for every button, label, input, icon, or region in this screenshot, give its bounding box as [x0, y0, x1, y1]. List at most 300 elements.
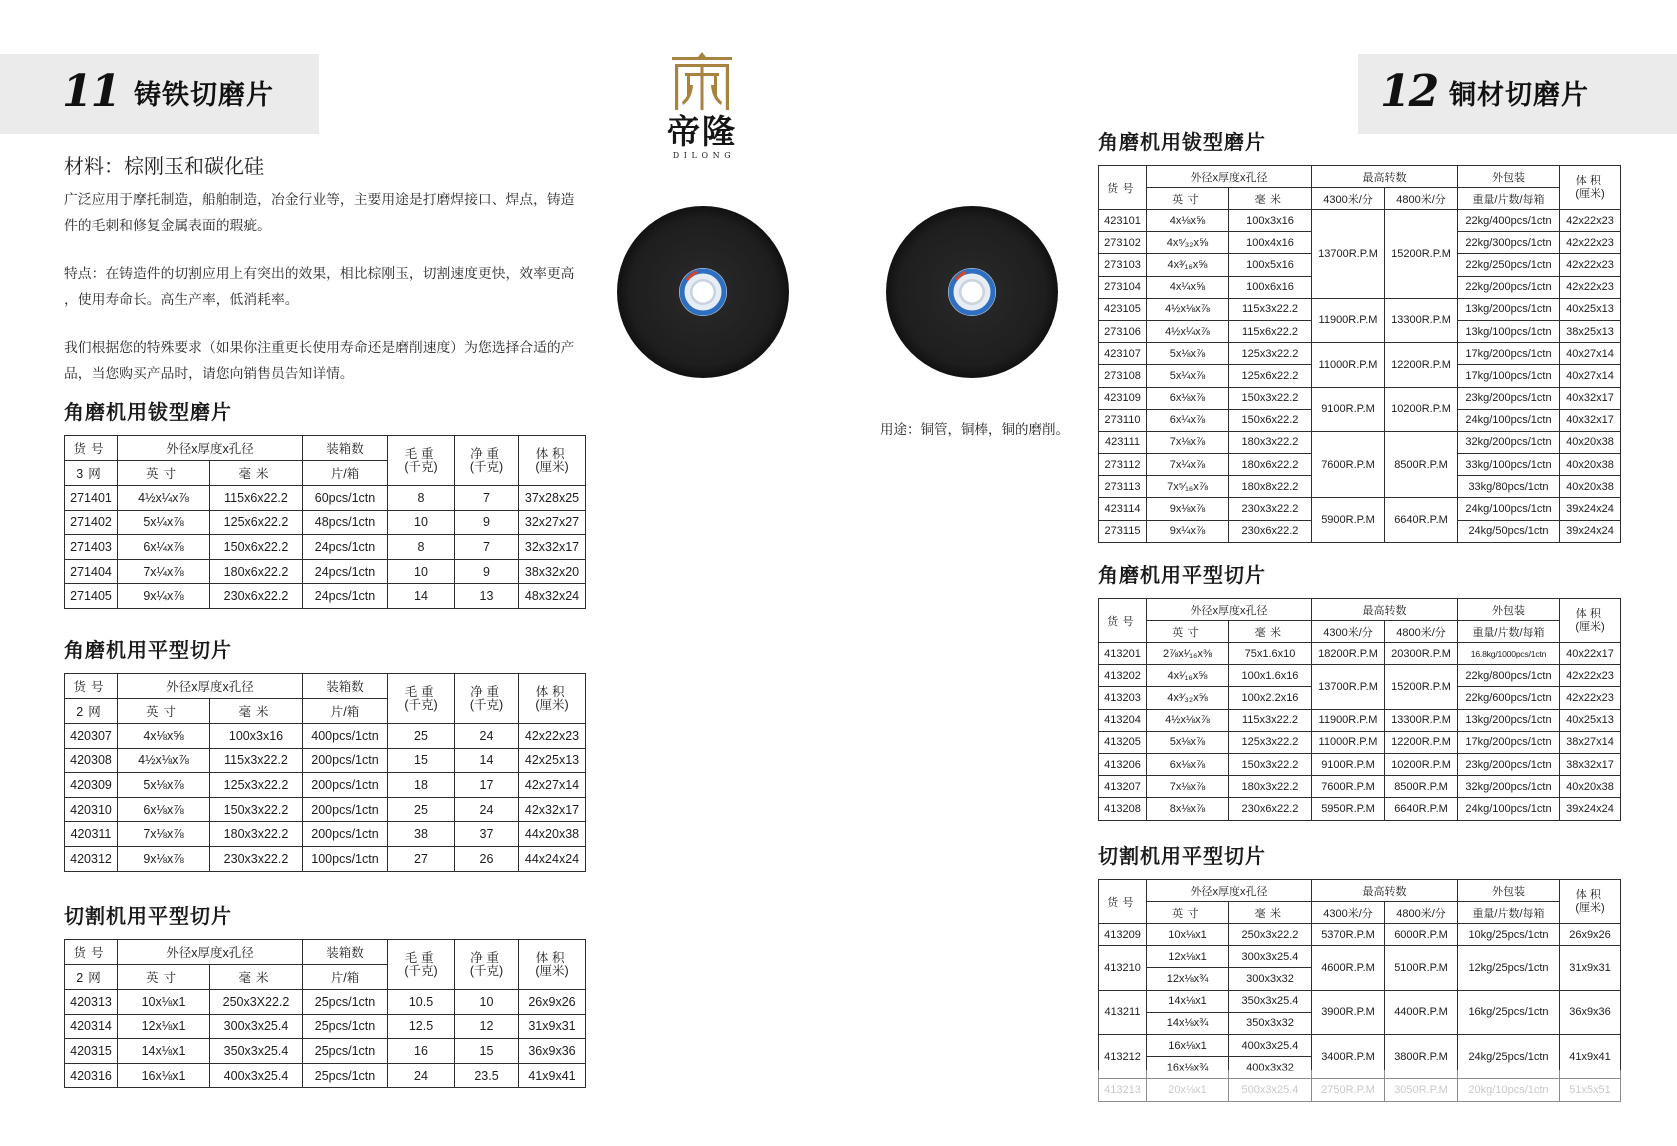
header-pack-qty: 装箱数 [303, 674, 388, 699]
inch-size-cell: 16x⅛x1 [118, 1063, 210, 1088]
volume-cell: 42x22x23 [1560, 687, 1621, 709]
speed-4300-cell: 3900R.P.M [1312, 990, 1385, 1034]
product-code-cell: 413211 [1099, 990, 1147, 1034]
watermark-overlay [1090, 1070, 1630, 1108]
table-row [1099, 210, 1621, 232]
header-net-weight-line: 净重 [470, 446, 503, 461]
header-size: 外径x厚度x孔径 [118, 436, 303, 461]
mm-size-cell: 250x3X22.2 [210, 990, 303, 1015]
volume-cell: 41x9x41 [1560, 1034, 1621, 1078]
volume-cell: 42x22x23 [1560, 254, 1621, 276]
mm-size-cell: 125x6x22.2 [210, 510, 303, 535]
volume-cell: 36x9x36 [1560, 990, 1621, 1034]
header-pack-detail: 重量/片数/每箱 [1458, 188, 1560, 210]
volume-cell: 40x25x13 [1560, 298, 1621, 320]
table-row [1099, 431, 1621, 453]
packing-cell: 13kg/100pcs/1ctn [1458, 320, 1560, 342]
product-code-cell: 413201 [1099, 643, 1147, 665]
table-section [1098, 846, 1621, 1102]
table-host [64, 435, 586, 609]
header-row [1099, 902, 1621, 924]
packing-cell: 22kg/200pcs/1ctn [1458, 276, 1560, 298]
table-row [65, 773, 586, 798]
pack-qty-cell: 48pcs/1ctn [303, 510, 388, 535]
mm-size-cell: 150x3x22.2 [210, 797, 303, 822]
header-row [65, 674, 586, 699]
mm-size-cell: 230x3x22.2 [1229, 498, 1312, 520]
product-code-cell: 273110 [1099, 409, 1147, 431]
speed-4800-cell: 13300R.P.M [1385, 298, 1458, 342]
speed-4300-cell: 4600R.P.M [1312, 946, 1385, 990]
mm-size-cell: 125x6x22.2 [1229, 365, 1312, 387]
header-row [65, 436, 586, 461]
table-row [1099, 1034, 1621, 1056]
mm-size-cell: 300x3x32 [1229, 968, 1312, 990]
packing-cell: 24kg/100pcs/1ctn [1458, 498, 1560, 520]
spec-table [64, 939, 586, 1088]
volume-cell: 39x24x24 [1560, 498, 1621, 520]
table-row [1099, 387, 1621, 409]
header-mm: 毫米 [1229, 188, 1312, 210]
header-net-weight-line: (千克) [469, 459, 504, 474]
volume-cell: 38x25x13 [1560, 320, 1621, 342]
product-code-cell: 413208 [1099, 798, 1147, 820]
mm-size-cell: 115x3x22.2 [1229, 298, 1312, 320]
pack-qty-cell: 25pcs/1ctn [303, 1063, 388, 1088]
header-size: 外径x厚度x孔径 [118, 674, 303, 699]
inch-size-cell: 4½x⅛x⅞ [1147, 298, 1229, 320]
product-code-cell: 273106 [1099, 320, 1147, 342]
volume-cell: 40x27x14 [1560, 343, 1621, 365]
volume-cell: 51x5x51 [1560, 1079, 1621, 1101]
header-volume [1560, 599, 1621, 643]
header-size: 外径x厚度x孔径 [1147, 166, 1312, 188]
product-code-cell: 413202 [1099, 665, 1147, 687]
pack-qty-cell: 100pcs/1ctn [303, 846, 388, 871]
header-row [1099, 621, 1621, 643]
spec-table [1098, 598, 1621, 821]
packing-cell: 22kg/250pcs/1ctn [1458, 254, 1560, 276]
packing-cell: 22kg/800pcs/1ctn [1458, 665, 1560, 687]
speed-4300-cell: 7600R.P.M [1312, 776, 1385, 798]
product-code-cell: 420316 [65, 1063, 118, 1088]
inch-size-cell: 12x⅛x1 [1147, 946, 1229, 968]
packing-cell: 17kg/100pcs/1ctn [1458, 365, 1560, 387]
speed-4800-cell: 10200R.P.M [1385, 753, 1458, 775]
header-volume-line: (厘米) [1575, 620, 1605, 633]
speed-4300-cell: 5900R.P.M [1312, 498, 1385, 542]
net-weight-cell: 26 [455, 846, 519, 871]
inch-size-cell: 6x¼x⅞ [1147, 409, 1229, 431]
volume-cell: 38x27x14 [1560, 731, 1621, 753]
header-speed-4300: 4300米/分 [1312, 188, 1385, 210]
speed-4800-cell: 12200R.P.M [1385, 343, 1458, 387]
net-weight-cell: 14 [455, 748, 519, 773]
header-row [1099, 188, 1621, 210]
header-code: 货号 [65, 436, 118, 461]
mm-size-cell: 400x3x25.4 [1229, 1034, 1312, 1056]
header-volume-line: (厘米) [535, 459, 569, 474]
table-header [65, 674, 586, 724]
speed-4800-cell: 4400R.P.M [1385, 990, 1458, 1034]
header-pack-detail: 重量/片数/每箱 [1458, 902, 1560, 924]
inch-size-cell: 2⅞x¹⁄₁₆x⅜ [1147, 643, 1229, 665]
speed-4800-cell: 20300R.P.M [1385, 643, 1458, 665]
pack-qty-cell: 24pcs/1ctn [303, 535, 388, 560]
volume-cell: 44x24x24 [519, 846, 586, 871]
volume-cell: 42x27x14 [519, 773, 586, 798]
section-title: 铸铁切磨片 [134, 80, 274, 110]
table-body [1099, 643, 1621, 821]
speed-4300-cell: 9100R.P.M [1312, 753, 1385, 775]
header-row [1099, 880, 1621, 902]
product-code-cell: 423114 [1099, 498, 1147, 520]
net-weight-cell: 23.5 [455, 1063, 519, 1088]
pack-qty-cell: 60pcs/1ctn [303, 486, 388, 511]
mm-size-cell: 115x3x22.2 [210, 748, 303, 773]
header-packing: 外包装 [1458, 599, 1560, 621]
pack-qty-cell: 25pcs/1ctn [303, 990, 388, 1015]
brand-name-cn: 帝隆 [667, 113, 737, 150]
spec-table [1098, 165, 1621, 543]
mm-size-cell: 400x3x32 [1229, 1057, 1312, 1079]
header-max-speed: 最高转数 [1312, 880, 1458, 902]
product-code-cell: 413212 [1099, 1034, 1147, 1078]
mm-size-cell: 100x4x16 [1229, 232, 1312, 254]
header-volume [1560, 880, 1621, 924]
speed-4800-cell: 8500R.P.M [1385, 776, 1458, 798]
mm-size-cell: 100x1.6x16 [1229, 665, 1312, 687]
header-net-weight [455, 674, 519, 724]
header-volume-line: (厘米) [1575, 901, 1605, 914]
volume-cell: 42x32x17 [519, 797, 586, 822]
speed-4300-cell: 9100R.P.M [1312, 387, 1385, 431]
inch-size-cell: 8x⅛x⅞ [1147, 798, 1229, 820]
table-row [65, 990, 586, 1015]
volume-cell: 41x9x41 [519, 1063, 586, 1088]
speed-4800-cell: 15200R.P.M [1385, 210, 1458, 299]
inch-size-cell: 9x⅛x⅞ [118, 846, 210, 871]
header-mm: 毫米 [210, 461, 303, 486]
speed-4800-cell: 12200R.P.M [1385, 731, 1458, 753]
volume-cell: 39x24x24 [1560, 520, 1621, 542]
table-host [1098, 165, 1621, 543]
volume-cell: 37x28x25 [519, 486, 586, 511]
gross-weight-cell: 18 [388, 773, 455, 798]
net-weight-cell: 7 [455, 486, 519, 511]
packing-cell: 22kg/600pcs/1ctn [1458, 687, 1560, 709]
packing-cell: 16.8kg/1000pcs/1ctn [1458, 643, 1560, 665]
volume-cell: 42x22x23 [1560, 665, 1621, 687]
header-gross-weight [388, 436, 455, 486]
mm-size-cell: 150x3x22.2 [1229, 753, 1312, 775]
product-code-cell: 271401 [65, 486, 118, 511]
inch-size-cell: 7x¼x⅞ [1147, 454, 1229, 476]
inch-size-cell: 4x³⁄₁₆x⅝ [1147, 254, 1229, 276]
paragraph-features: 特点：在铸造件的切割应用上有突出的效果，相比棕刚玉，切割速度更快，效率更高，使用寿命长。高生产率，低消耗率。 [64, 266, 575, 307]
inch-size-cell: 7x⅛x⅞ [1147, 776, 1229, 798]
header-volume [519, 674, 586, 724]
product-code-cell: 423107 [1099, 343, 1147, 365]
cutting-disc-image [886, 206, 1058, 378]
mm-size-cell: 125x3x22.2 [1229, 343, 1312, 365]
header-code: 货号 [65, 674, 118, 699]
header-volume-line: 体积 [535, 684, 569, 699]
table-row [1099, 498, 1621, 520]
pack-qty-cell: 24pcs/1ctn [303, 559, 388, 584]
volume-cell: 36x9x36 [519, 1039, 586, 1064]
product-code-cell: 420315 [65, 1039, 118, 1064]
header-pack-qty: 装箱数 [303, 436, 388, 461]
inch-size-cell: 4½x¼x⅞ [118, 486, 210, 511]
table-row [65, 559, 586, 584]
volume-cell: 26x9x26 [519, 990, 586, 1015]
header-row [65, 940, 586, 965]
packing-cell: 33kg/100pcs/1ctn [1458, 454, 1560, 476]
speed-4800-cell: 5100R.P.M [1385, 946, 1458, 990]
section-header-band-cast-iron [0, 54, 319, 134]
packing-cell: 22kg/400pcs/1ctn [1458, 210, 1560, 232]
cutting-disc-image [617, 206, 789, 378]
gross-weight-cell: 10.5 [388, 990, 455, 1015]
pack-qty-cell: 25pcs/1ctn [303, 1014, 388, 1039]
product-code-cell: 273102 [1099, 232, 1147, 254]
speed-4800-cell: 3800R.P.M [1385, 1034, 1458, 1078]
gross-weight-cell: 27 [388, 846, 455, 871]
speed-4300-cell: 7600R.P.M [1312, 431, 1385, 498]
inch-size-cell: 5x¼x⅞ [1147, 365, 1229, 387]
volume-cell: 48x32x24 [519, 584, 586, 609]
packing-cell: 17kg/200pcs/1ctn [1458, 731, 1560, 753]
pack-qty-cell: 200pcs/1ctn [303, 797, 388, 822]
packing-cell: 16kg/25pcs/1ctn [1458, 990, 1560, 1034]
gross-weight-cell: 10 [388, 510, 455, 535]
table-title: 角磨机用钹型磨片 [64, 402, 232, 424]
table-row [65, 486, 586, 511]
inch-size-cell: 6x⅛x⅞ [1147, 387, 1229, 409]
net-weight-cell: 15 [455, 1039, 519, 1064]
packing-cell: 17kg/200pcs/1ctn [1458, 343, 1560, 365]
header-inch: 英寸 [118, 965, 210, 990]
header-packing: 外包装 [1458, 166, 1560, 188]
table-row [65, 846, 586, 871]
header-speed-4800: 4800米/分 [1385, 188, 1458, 210]
net-weight-cell: 13 [455, 584, 519, 609]
gross-weight-cell: 12.5 [388, 1014, 455, 1039]
table-row [1099, 946, 1621, 968]
header-code: 货号 [65, 940, 118, 965]
header-volume [1560, 166, 1621, 210]
product-code-cell: 273108 [1099, 365, 1147, 387]
header-mm: 毫米 [1229, 902, 1312, 924]
speed-4300-cell: 5950R.P.M [1312, 798, 1385, 820]
volume-cell: 32x27x27 [519, 510, 586, 535]
net-weight-cell: 10 [455, 990, 519, 1015]
header-inch: 英寸 [118, 461, 210, 486]
material-line: 材料：棕刚玉和碳化硅 [64, 156, 264, 178]
inch-size-cell: 4x⅛x⅝ [1147, 210, 1229, 232]
volume-cell: 39x24x24 [1560, 798, 1621, 820]
volume-cell: 38x32x17 [1560, 753, 1621, 775]
product-code-cell: 413209 [1099, 924, 1147, 946]
header-mesh: 2网 [65, 965, 118, 990]
header-size: 外径x厚度x孔径 [118, 940, 303, 965]
inch-size-cell: 4½x⅛x⅞ [118, 748, 210, 773]
product-code-cell: 420313 [65, 990, 118, 1015]
mm-size-cell: 180x8x22.2 [1229, 476, 1312, 498]
inch-size-cell: 5x¼x⅞ [118, 510, 210, 535]
gross-weight-cell: 38 [388, 822, 455, 847]
mm-size-cell: 150x6x22.2 [210, 535, 303, 560]
header-size: 外径x厚度x孔径 [1147, 599, 1312, 621]
mm-size-cell: 230x6x22.2 [1229, 520, 1312, 542]
mm-size-cell: 180x6x22.2 [210, 559, 303, 584]
inch-size-cell: 12x⅛x¾ [1147, 968, 1229, 990]
paragraph-custom-order: 我们根据您的特殊要求（如果你注重更长使用寿命还是磨削速度）为您选择合适的产品，当您购买产品时，请您向销售员告知详情。 [64, 340, 575, 381]
mm-size-cell: 150x6x22.2 [1229, 409, 1312, 431]
header-mm: 毫米 [210, 699, 303, 724]
table-section [64, 402, 586, 609]
packing-cell: 33kg/80pcs/1ctn [1458, 476, 1560, 498]
mm-size-cell: 125x3x22.2 [1229, 731, 1312, 753]
product-code-cell: 271404 [65, 559, 118, 584]
gross-weight-cell: 10 [388, 559, 455, 584]
packing-cell: 10kg/25pcs/1ctn [1458, 924, 1560, 946]
header-mesh: 2网 [65, 699, 118, 724]
usage-note: 用途：铜管，铜棒，铜的磨削。 [880, 422, 1069, 437]
volume-cell: 40x25x13 [1560, 709, 1621, 731]
product-code-cell: 423105 [1099, 298, 1147, 320]
volume-cell: 40x20x38 [1560, 454, 1621, 476]
table-row [65, 748, 586, 773]
speed-4800-cell: 6640R.P.M [1385, 498, 1458, 542]
product-code-cell: 413213 [1099, 1079, 1147, 1101]
table-header [1099, 166, 1621, 210]
product-code-cell: 413205 [1099, 731, 1147, 753]
mm-size-cell: 75x1.6x10 [1229, 643, 1312, 665]
volume-cell: 40x32x17 [1560, 387, 1621, 409]
speed-4800-cell: 10200R.P.M [1385, 387, 1458, 431]
table-row [65, 1014, 586, 1039]
header-net-weight-line: (千克) [469, 963, 504, 978]
header-gross-weight-line: 毛重 [404, 950, 438, 965]
header-net-weight-line: 净重 [470, 950, 503, 965]
table-title: 角磨机用钹型磨片 [1098, 132, 1266, 154]
table-header [65, 436, 586, 486]
mm-size-cell: 180x3x22.2 [210, 822, 303, 847]
header-max-speed: 最高转数 [1312, 166, 1458, 188]
header-gross-weight-line: (千克) [404, 697, 438, 712]
gross-weight-cell: 25 [388, 797, 455, 822]
pack-qty-cell: 24pcs/1ctn [303, 584, 388, 609]
product-code-cell: 420310 [65, 797, 118, 822]
speed-4300-cell: 11000R.P.M [1312, 343, 1385, 387]
section-number: 12 [1380, 66, 1438, 117]
gross-weight-cell: 8 [388, 486, 455, 511]
packing-cell: 32kg/200pcs/1ctn [1458, 431, 1560, 453]
volume-cell: 42x22x23 [519, 724, 586, 749]
speed-4800-cell: 13300R.P.M [1385, 709, 1458, 731]
header-gross-weight-line: 毛重 [404, 446, 438, 461]
inch-size-cell: 4½x¼x⅞ [1147, 320, 1229, 342]
speed-4300-cell: 13700R.P.M [1312, 665, 1385, 709]
header-volume-line: (厘米) [535, 697, 569, 712]
mm-size-cell: 500x3x25.4 [1229, 1079, 1312, 1101]
table-host [1098, 879, 1621, 1102]
table-host [64, 673, 586, 872]
table-title: 角磨机用平型切片 [64, 640, 232, 662]
section-title: 铜材切磨片 [1449, 80, 1589, 110]
speed-4800-cell: 6640R.P.M [1385, 798, 1458, 820]
table-row [1099, 643, 1621, 665]
table-body [1099, 210, 1621, 543]
table-section [64, 640, 586, 872]
header-pack-detail: 重量/片数/每箱 [1458, 621, 1560, 643]
mm-size-cell: 180x3x22.2 [1229, 776, 1312, 798]
header-pack-qty: 装箱数 [303, 940, 388, 965]
header-max-speed: 最高转数 [1312, 599, 1458, 621]
inch-size-cell: 10x⅛x1 [1147, 924, 1229, 946]
volume-cell: 40x32x17 [1560, 409, 1621, 431]
mm-size-cell: 300x3x25.4 [1229, 946, 1312, 968]
volume-cell: 40x22x17 [1560, 643, 1621, 665]
volume-cell: 42x22x23 [1560, 232, 1621, 254]
table-row [65, 822, 586, 847]
product-code-cell: 273115 [1099, 520, 1147, 542]
volume-cell: 44x20x38 [519, 822, 586, 847]
table-host [1098, 598, 1621, 821]
header-speed-4300: 4300米/分 [1312, 902, 1385, 924]
net-weight-cell: 24 [455, 724, 519, 749]
speed-4300-cell: 11900R.P.M [1312, 709, 1385, 731]
table-header [1099, 880, 1621, 924]
volume-cell: 40x20x38 [1560, 431, 1621, 453]
packing-cell: 24kg/25pcs/1ctn [1458, 1034, 1560, 1078]
header-inch: 英寸 [118, 699, 210, 724]
inch-size-cell: 4x⁵⁄₃₂x⅝ [1147, 232, 1229, 254]
packing-cell: 12kg/25pcs/1ctn [1458, 946, 1560, 990]
inch-size-cell: 4x⅛x⅝ [118, 724, 210, 749]
net-weight-cell: 7 [455, 535, 519, 560]
speed-4300-cell: 11000R.P.M [1312, 731, 1385, 753]
product-code-cell: 420307 [65, 724, 118, 749]
gross-weight-cell: 8 [388, 535, 455, 560]
product-code-cell: 273112 [1099, 454, 1147, 476]
mm-size-cell: 350x3x25.4 [210, 1039, 303, 1064]
mm-size-cell: 230x6x22.2 [1229, 798, 1312, 820]
table-row [1099, 731, 1621, 753]
gross-weight-cell: 16 [388, 1039, 455, 1064]
volume-cell: 40x27x14 [1560, 365, 1621, 387]
header-gross-weight [388, 674, 455, 724]
header-volume-line: 体积 [1575, 888, 1605, 901]
header-unit: 片/箱 [303, 461, 388, 486]
net-weight-cell: 37 [455, 822, 519, 847]
header-packing: 外包装 [1458, 880, 1560, 902]
header-volume [519, 940, 586, 990]
inch-size-cell: 4x¼x⅝ [1147, 276, 1229, 298]
mm-size-cell: 115x6x22.2 [210, 486, 303, 511]
speed-4800-cell: 15200R.P.M [1385, 665, 1458, 709]
table-title: 切割机用平型切片 [1098, 846, 1266, 868]
inch-size-cell: 6x¼x⅞ [118, 535, 210, 560]
table-title: 角磨机用平型切片 [1098, 565, 1266, 587]
intro-text [64, 187, 584, 409]
header-inch: 英寸 [1147, 621, 1229, 643]
table-header [1099, 599, 1621, 643]
inch-size-cell: 5x⅛x⅞ [118, 773, 210, 798]
section-number: 11 [62, 66, 120, 117]
